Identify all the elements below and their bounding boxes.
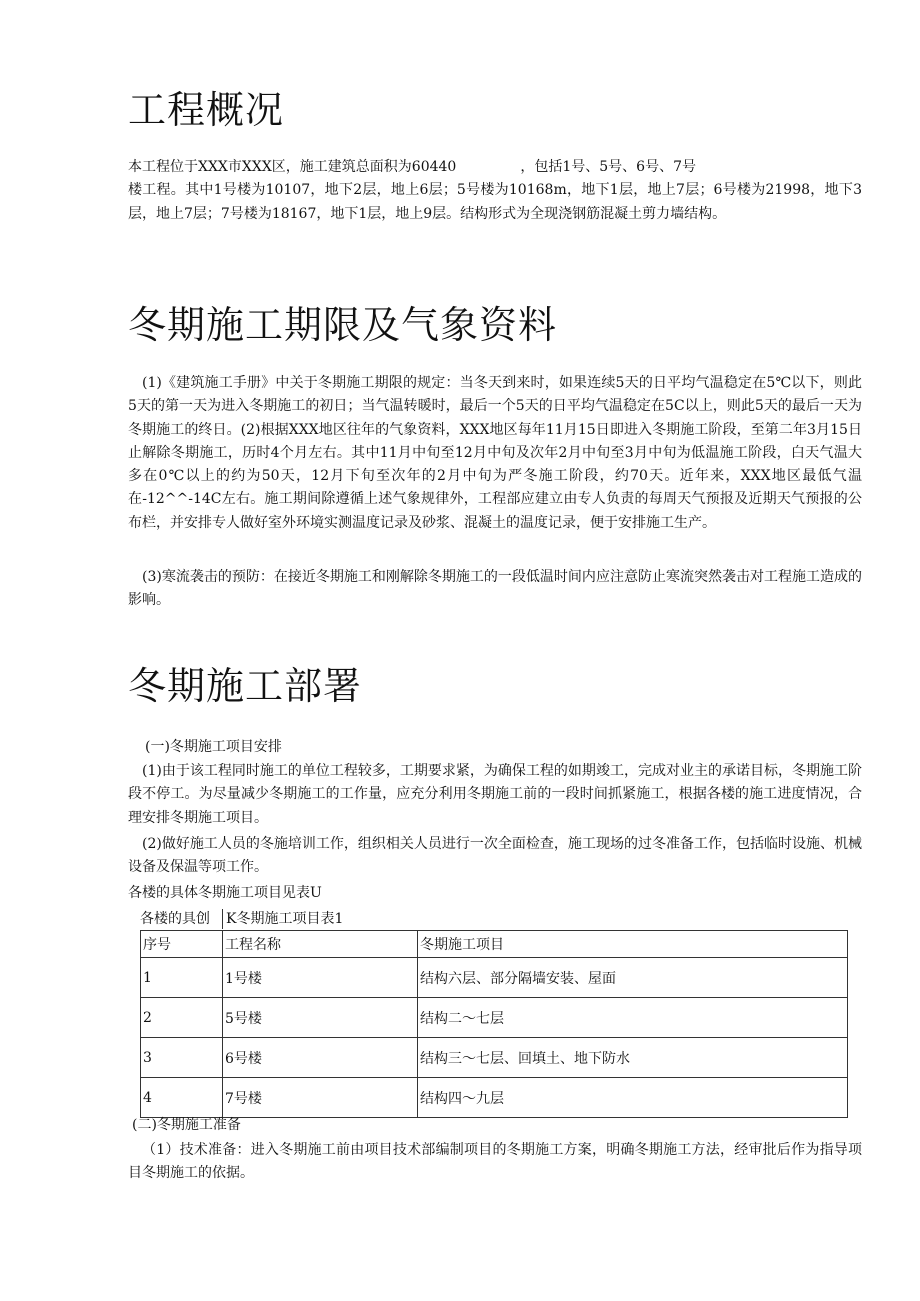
table-header-cell: 工程名称 — [223, 931, 418, 958]
table-row — [141, 958, 848, 998]
subheading-winter-preparation: (二)冬期施工准备 — [132, 1117, 241, 1133]
overview-text-a: 本工程位于XXX市XXX区，施工建筑总面积为60440 — [128, 159, 457, 175]
table-header-row — [141, 931, 848, 958]
table-cell: 2 — [141, 998, 223, 1038]
table-cell: 结构六层、部分隔墙安装、屋面 — [418, 958, 848, 998]
table-header-cell: 冬期施工项目 — [418, 931, 848, 958]
deployment-paragraph-1: (1)由于该工程同时施工的单位工程较多，工期要求紧，为确保工程的如期竣工，完成对业主的承诺目标，冬期施工阶段不停工。为尽量减少冬期施工的工作量，应充分利用冬期施工前的一段时间抓紧施工，根据各楼的施工进度情况，合理安排冬期施工项目。 — [128, 763, 862, 826]
winter-period-paragraph-1: (1)《建筑施工手册》中关于冬期施工期限的规定：当冬天到来时，如果连续5天的日平均气温稳定在5℃以下，则此5天的第一天为进入冬期施工的初日；当气温转暖时，最后一个5天的日平均气温稳定在5C以上，则此5天的最后一天为冬期施工的终日。(2)根据XXX地区往年的气象资料，XXX地区每年11月15日即进入冬期施工阶段，至第二年3月15日止解除冬期施工，历时4个月左右。其中11月中旬至12月中旬及次年2月中旬至3月中旬为低温施工阶段，白天气温大多在0℃以上的约为50天，12月下旬至次年的2月中旬为严冬施工阶段，约70天。近年来，XXX地区最低气温在-12^^-14C左右。施工期间除遵循上述气象规律外，工程部应建立由专人负责的每周天气预报及近期天气预报的公布栏，并安排专人做好室外环境实测温度记录及砂浆、混凝土的温度记录，便于安排施工生产。 — [128, 375, 862, 531]
table-cell: 结构四～九层 — [418, 1078, 848, 1118]
winter-project-table — [140, 930, 848, 1118]
heading-winter-deployment: 冬期施工部署 — [128, 664, 363, 708]
table-cell: 结构二～七层 — [418, 998, 848, 1038]
table-cell: 6号楼 — [223, 1038, 418, 1078]
table-row — [141, 998, 848, 1038]
table-cell: 1号楼 — [223, 958, 418, 998]
table-reference-line: 各楼的具体冬期施工项目见表U — [128, 885, 322, 901]
deployment-paragraph-2: (2)做好施工人员的冬施培训工作，组织相关人员进行一次全面检查，施工现场的过冬准备工作，包括临时设施、机械设备及保温等项工作。 — [128, 836, 862, 876]
overview-text-c: 楼工程。其中1号楼为10107，地下2层，地上6层；5号楼为10168m，地下1层，地上7层；6号楼为21998，地下3层，地上7层；7号楼为18167，地下1层，地上9层。结构形式为全现浇钢筋混凝土剪力墙结构。 — [128, 182, 862, 222]
table-cell: 结构三～七层、回填土、地下防水 — [418, 1038, 848, 1078]
overview-paragraph — [128, 156, 862, 226]
subheading-project-arrangement: (一)冬期施工项目安排 — [145, 739, 282, 755]
table-row — [141, 1038, 848, 1078]
winter-period-paragraph-2: (3)寒流袭击的预防：在接近冬期施工和刚解除冬期施工的一段低温时间内应注意防止寒流突然袭击对工程施工造成的影响。 — [128, 569, 862, 609]
table-cell: 7号楼 — [223, 1078, 418, 1118]
table-cell: 5号楼 — [223, 998, 418, 1038]
table-row — [141, 1078, 848, 1118]
heading-winter-period: 冬期施工期限及气象资料 — [128, 303, 558, 347]
overview-text-b: ，包括1号、5号、6号、7号 — [520, 159, 696, 175]
table-caption-left: 各楼的具创 — [140, 911, 210, 927]
table-cell: 1 — [141, 958, 223, 998]
table-caption — [140, 909, 343, 929]
table-cell: 3 — [141, 1038, 223, 1078]
preparation-paragraph: （1）技术准备：进入冬期施工前由项目技术部编制项目的冬期施工方案，明确冬期施工方法，经审批后作为指导项目冬期施工的依据。 — [128, 1142, 862, 1182]
table-caption-right: K冬期施工项目表1 — [222, 909, 343, 929]
heading-project-overview: 工程概况 — [128, 88, 285, 132]
table-cell: 4 — [141, 1078, 223, 1118]
table-header-cell: 序号 — [141, 931, 223, 958]
